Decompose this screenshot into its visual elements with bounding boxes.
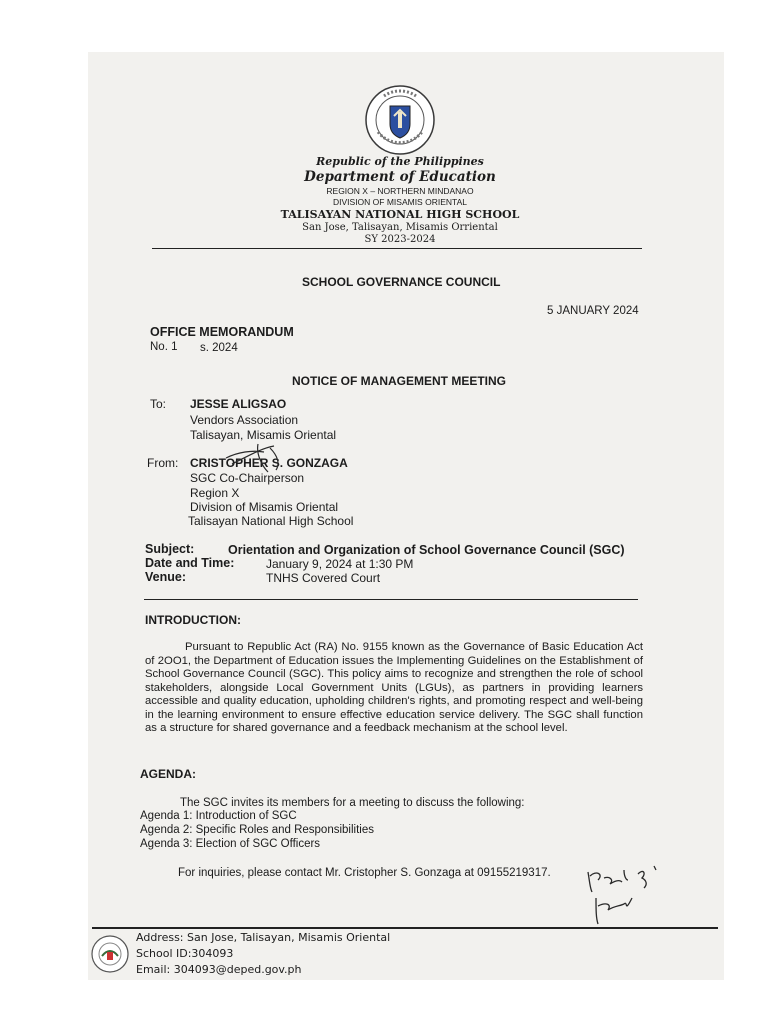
memo-title: OFFICE MEMORANDUM [150, 325, 294, 339]
handwritten-note-mark [584, 858, 674, 930]
republic-line: Republic of the Philippines [316, 155, 484, 168]
division-line: DIVISION OF MISAMIS ORIENTAL [333, 197, 467, 207]
school-logo-icon [90, 934, 130, 974]
venue-value: TNHS Covered Court [266, 571, 381, 585]
from-school: Talisayan National High School [188, 514, 354, 528]
subject-value: Orientation and Organization of School Governance Council (SGC) [228, 543, 625, 557]
agenda-item-1: Agenda 1: Introduction of SGC [140, 810, 297, 822]
agenda-item-2: Agenda 2: Specific Roles and Responsibilities [140, 824, 374, 836]
to-location: Talisayan, Misamis Oriental [190, 428, 337, 442]
school-year: SY 2023-2024 [364, 234, 436, 245]
school-address: San Jose, Talisayan, Misamis Orriental [302, 222, 498, 233]
agenda-item-3: Agenda 3: Election of SGC Officers [140, 838, 321, 850]
details-divider [144, 599, 638, 600]
school-name: TALISAYAN NATIONAL HIGH SCHOOL [280, 208, 520, 221]
signature-mark [218, 438, 298, 474]
inquiries-note: For inquiries, please contact Mr. Cristopher S. Gonzaga at 09155219317. [178, 867, 551, 879]
from-name: CRISTOPHER S. GONZAGA [190, 456, 348, 470]
footer-divider [92, 927, 718, 929]
from-region: Region X [190, 486, 240, 500]
region-line: REGION X – NORTHERN MINDANAO [326, 186, 474, 196]
footer-school-id: School ID:304093 [136, 947, 234, 960]
subject-label: Subject: [145, 542, 195, 556]
memo-series: s. 2024 [200, 342, 238, 354]
memo-date: 5 JANUARY 2024 [547, 305, 639, 317]
footer-address: Address: San Jose, Talisayan, Misamis Oriental [136, 931, 391, 944]
department-line: Department of Education [304, 169, 496, 185]
footer-email: Email: 304093@deped.gov.ph [136, 963, 302, 976]
to-label: To: [150, 397, 167, 411]
notice-title: NOTICE OF MANAGEMENT MEETING [292, 374, 506, 388]
intro-heading: INTRODUCTION: [145, 613, 241, 627]
council-title: SCHOOL GOVERNANCE COUNCIL [302, 275, 501, 289]
from-division: Division of Misamis Oriental [190, 500, 339, 514]
header-divider [152, 248, 642, 249]
from-position: SGC Co-Chairperson [190, 471, 305, 485]
from-label: From: [147, 456, 179, 470]
venue-label: Venue: [145, 570, 186, 584]
memo-number: No. 1 [150, 341, 178, 353]
datetime-label: Date and Time: [145, 556, 235, 570]
agenda-lead: The SGC invites its members for a meeting to discuss the following: [180, 797, 525, 809]
datetime-value: January 9, 2024 at 1:30 PM [266, 557, 414, 571]
deped-seal-icon [364, 84, 436, 156]
intro-body: Pursuant to Republic Act (RA) No. 9155 known as the Governance of Basic Education Act of 2OO1, the Department of Education issues the Implementing Guidelines on the Establishment of School Governance Council (SGC). This policy aims to recognize and strengthen the role of school stakeholders, alongside Local Government Units (LGUs), as partners in providing learners accessible and quality education, upholding children's rights, and promoting respect and well-being in the learning environment to ensure effective education service delivery. The SGC shall function as a structure for shared governance and a feedback mechanism at the school level. [145, 641, 643, 734]
to-org: Vendors Association [190, 413, 299, 427]
to-name: JESSE ALIGSAO [190, 397, 287, 411]
agenda-heading: AGENDA: [140, 767, 196, 781]
